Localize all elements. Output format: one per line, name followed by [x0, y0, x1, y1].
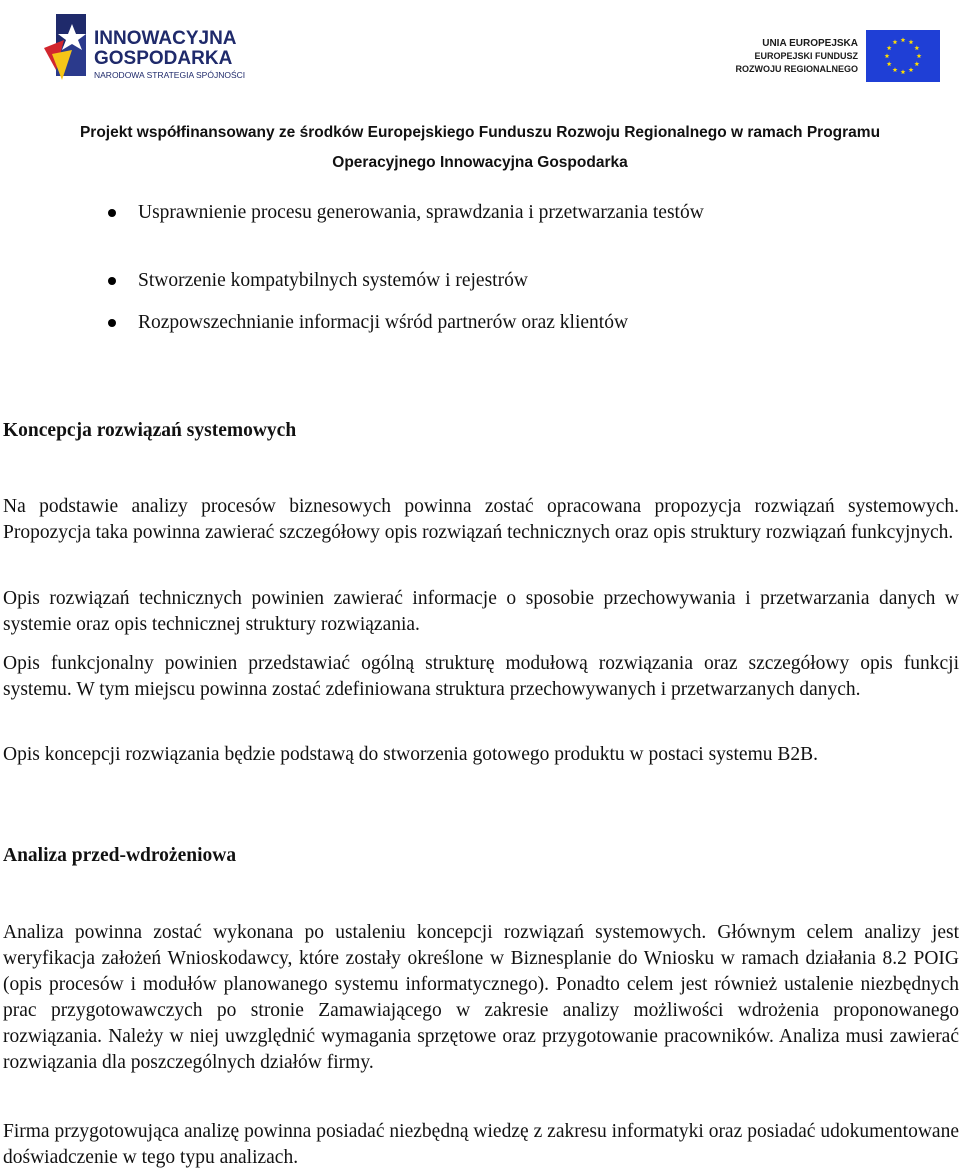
- project-line-2: Operacyjnego Innowacyjna Gospodarka: [332, 154, 628, 171]
- list-item-text: Rozpowszechnianie informacji wśród partnerów oraz klientów: [138, 312, 629, 333]
- section-heading: Analiza przed-wdrożeniowa: [3, 845, 237, 866]
- eu-flag-icon: [866, 30, 940, 82]
- paragraph: Opis koncepcji rozwiązania będzie podstawą do stworzenia gotowego produktu w postaci systemu B2B.: [3, 744, 819, 765]
- list-item: [110, 200, 704, 226]
- eu-logo: [730, 28, 942, 84]
- paragraph: Firma przygotowująca analizę powinna posiadać niezbędną wiedzę z zakresu informatyki oraz posiadać udokumentowane doświadczenie w tego typu analizach.: [3, 1121, 959, 1168]
- paragraph: Na podstawie analizy procesów biznesowych powinna zostać opracowana propozycja rozwiązań systemowych. Propozycja taka powinna zawierać szczegółowy opis rozwiązań technicznych oraz opis struktury rozwiązań funkcyjnych.: [3, 496, 959, 543]
- logo-right-line2: EUROPEJSKI FUNDUSZ: [754, 51, 858, 61]
- innowacyjna-gospodarka-logo: [42, 10, 282, 90]
- logo-right-line3: ROZWOJU REGIONALNEGO: [735, 64, 858, 74]
- logo-left-line3: NARODOWA STRATEGIA SPÓJNOŚCI: [94, 70, 246, 80]
- paragraph: Analiza powinna zostać wykonana po ustaleniu koncepcji rozwiązań systemowych. Głównym celem analizy jest weryfikacja założeń Wnioskodawcy, które zostały określone w Biznesplanie do Wniosku w ramach działania 8.2 POIG (opis procesów i modułów planowanego systemu informatycznego). Ponadto celem jest również ustalenie niezbędnych prac przygotowawczych po stronie Zamawiającego w zakresie analizy możliwości wdrożenia proponowanego rozwiązania. Należy w niej uwzględnić wymagania sprzętowe oraz przygotowanie pracowników. Analiza musi zawierać rozwiązania dla poszczególnych działów firmy.: [3, 922, 959, 1073]
- bullet-icon: [108, 319, 116, 327]
- list-item-text: Stworzenie kompatybilnych systemów i rejestrów: [138, 270, 528, 291]
- project-line-1: Projekt współfinansowany ze środków Europejskiego Funduszu Rozwoju Regionalnego w ramach Programu: [79, 124, 881, 141]
- list-item-text: Usprawnienie procesu generowania, sprawdzania i przetwarzania testów: [138, 202, 704, 223]
- logo-left-line1: INNOWACYJNA: [94, 28, 237, 49]
- list-item: [110, 268, 528, 294]
- bullet-icon: [108, 277, 116, 285]
- list-item: [110, 310, 629, 336]
- paragraph: Opis funkcjonalny powinien przedstawiać ogólną strukturę modułową rozwiązania oraz szczegółowy opis funkcji systemu. W tym miejscu powinna zostać zdefiniowana struktura przechowywanych i przetwarzanych danych.: [3, 653, 959, 700]
- logo-left-line2: GOSPODARKA: [94, 48, 233, 69]
- section-heading: Koncepcja rozwiązań systemowych: [3, 420, 297, 441]
- bullet-icon: [108, 209, 116, 217]
- paragraph: Opis rozwiązań technicznych powinien zawierać informacje o sposobie przechowywania i przetwarzania danych w systemie oraz opis technicznej struktury rozwiązania.: [3, 588, 959, 635]
- project-header: [0, 118, 960, 178]
- logo-right-line1: UNIA EUROPEJSKA: [762, 38, 858, 49]
